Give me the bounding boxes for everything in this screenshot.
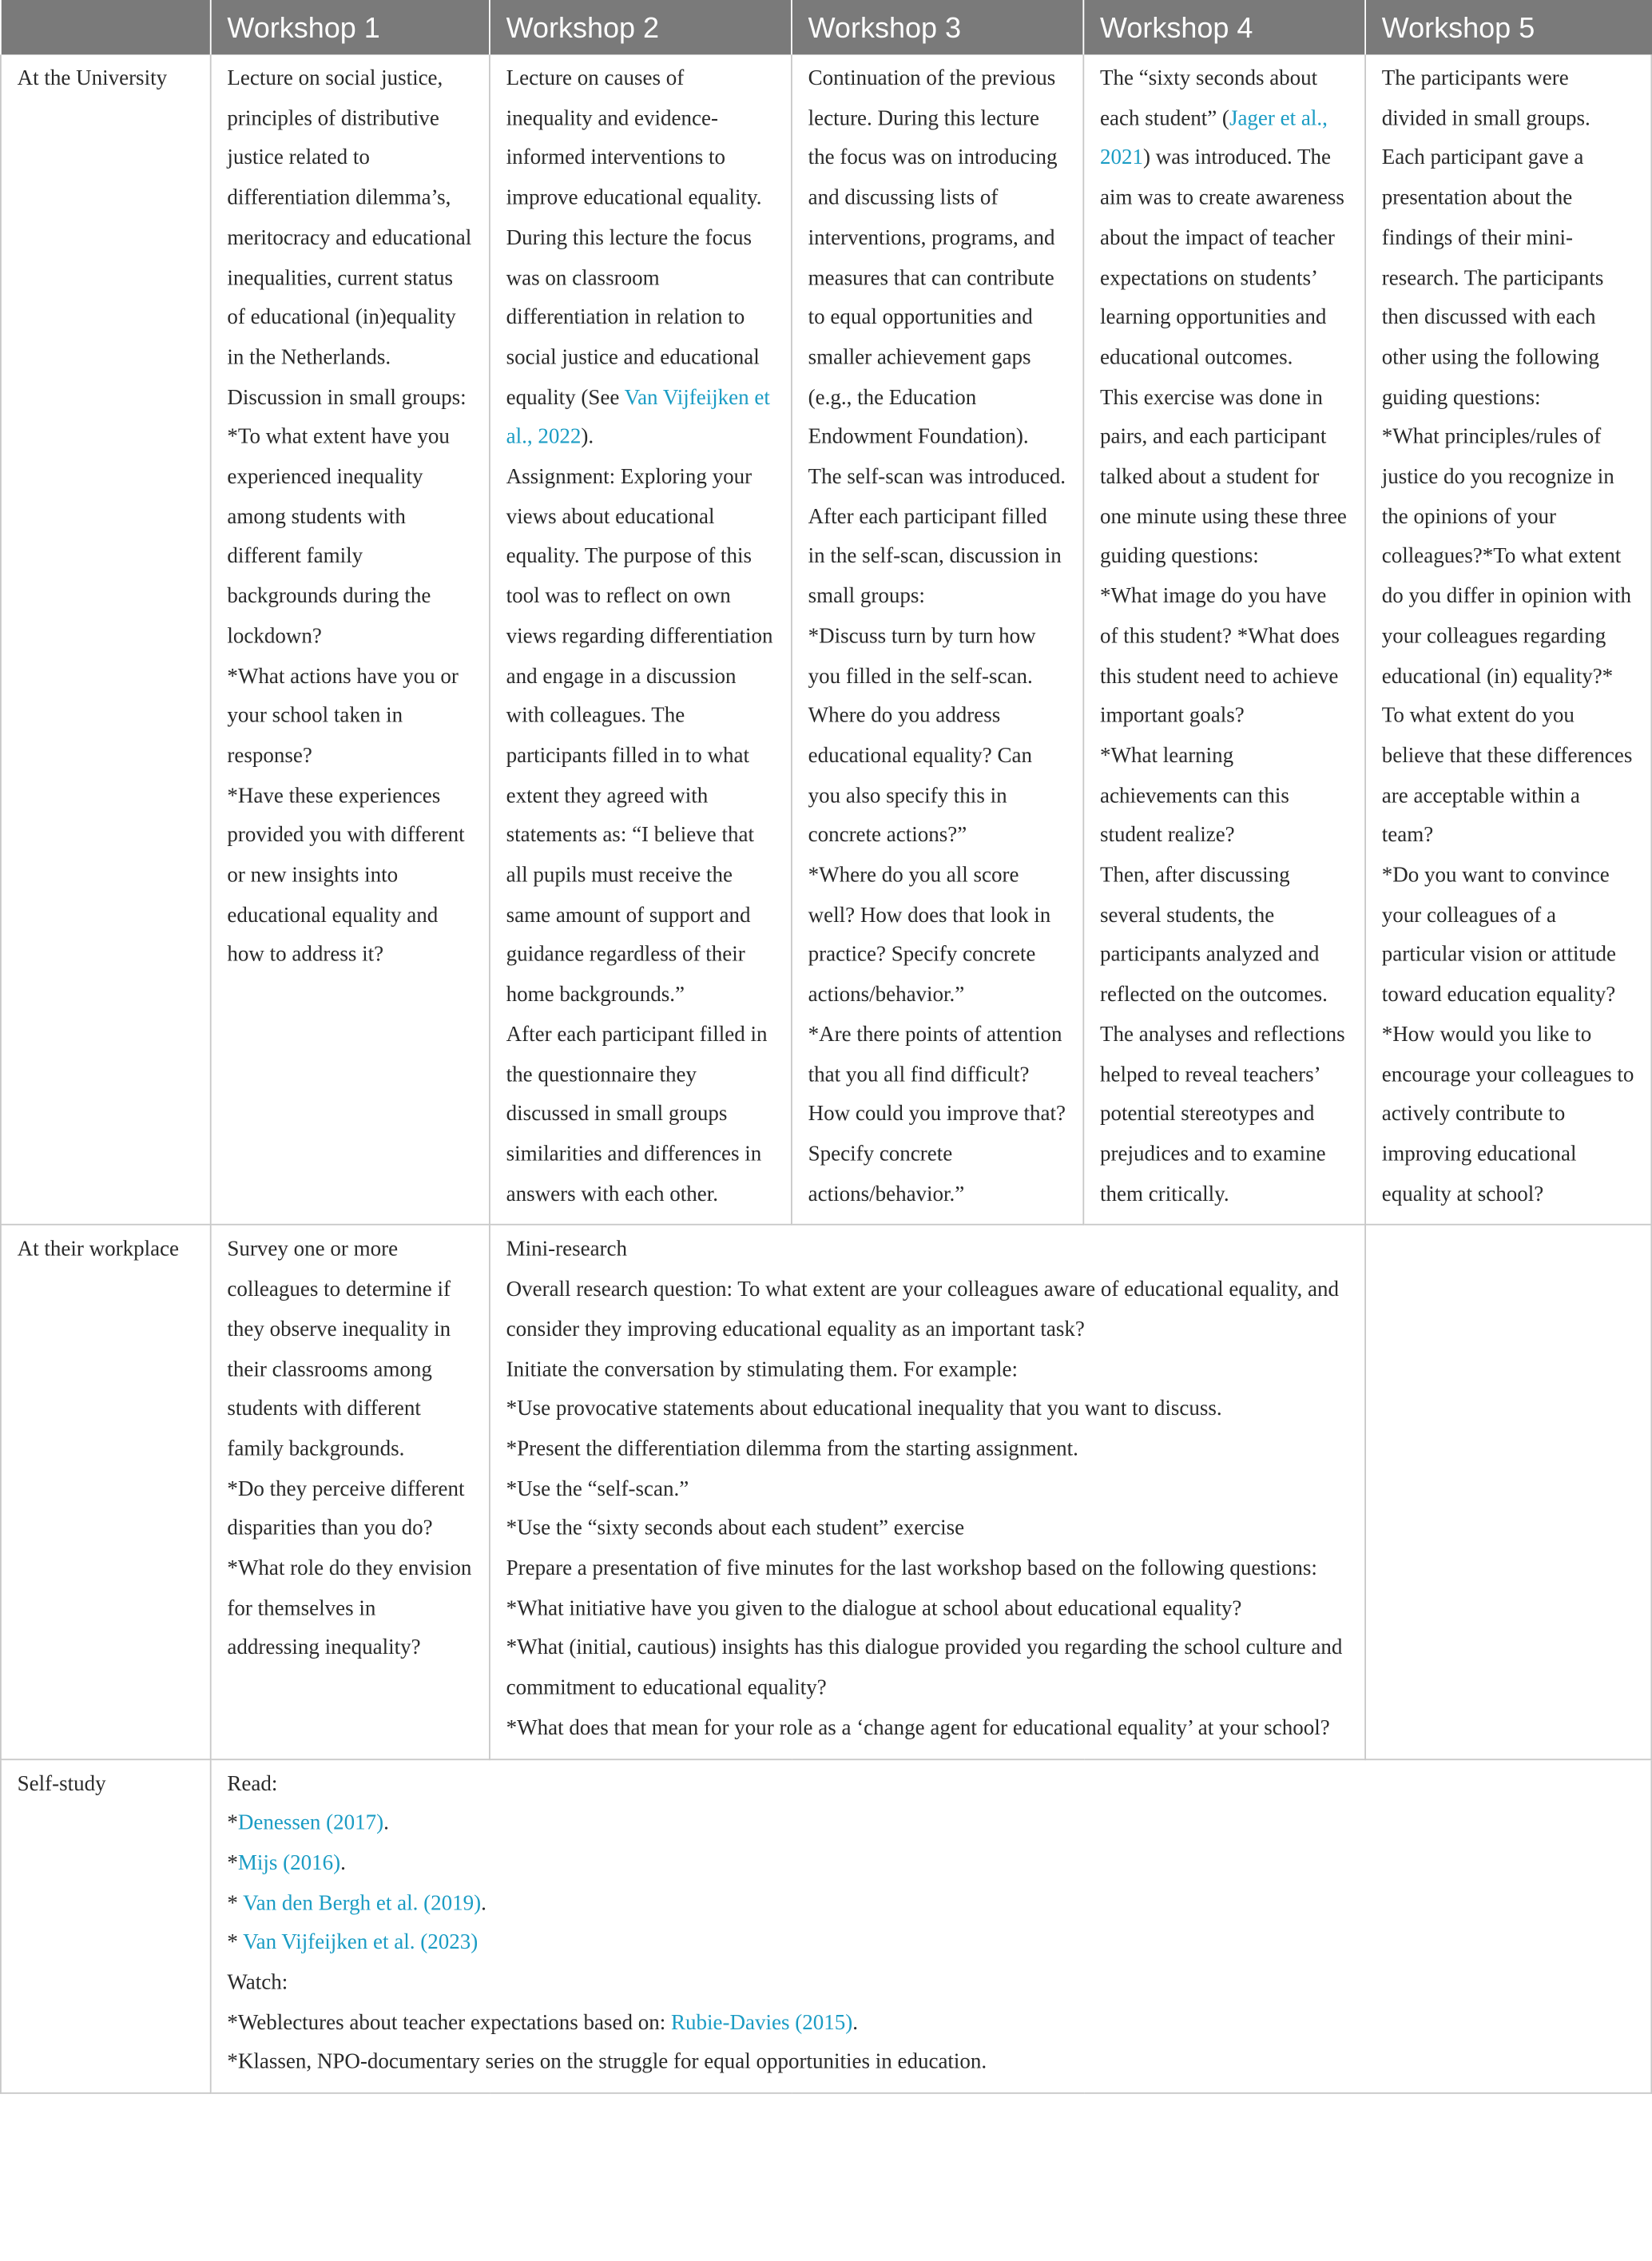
paragraph: Prepare a presentation of five minutes for the last workshop based on the following questions: (506, 1557, 1317, 1581)
question: *To what extent have you experienced inequality among students with different family backgrounds during the lockdown? (227, 426, 450, 649)
row-label-university: At the University (1, 54, 211, 1225)
citation-link[interactable]: Rubie-Davies (2015) (671, 2011, 853, 2035)
read-label: Read: (227, 1772, 278, 1796)
text-segment: . (852, 2011, 858, 2035)
paragraph: Then, after discussing several students, the participants analyzed and reflected on the outcomes. The analyses and reflections helped to reveal teachers’ potential stereotypes and prejudices and to examine them critically. (1100, 864, 1345, 1206)
header-workshop-5: Workshop 5 (1365, 0, 1651, 54)
row-university (1, 54, 1651, 1225)
reading-item (227, 1845, 1634, 1885)
citation-link[interactable]: Jager et al., 2021 (1100, 107, 1328, 171)
cell-university-workshop-3 (792, 54, 1083, 1225)
question: *What image do you have of this student? *What does this student need to achieve important goals? (1100, 585, 1340, 729)
text-segment: The “sixty seconds about each student” ( (1100, 67, 1318, 131)
citation-link[interactable]: Denessen (2017) (237, 1812, 384, 1836)
bullet-marker: * (227, 1852, 238, 1876)
citation-link[interactable]: Mijs (2016) (237, 1852, 341, 1876)
watch-item (227, 2005, 1634, 2044)
paragraph: Assignment: Exploring your views about educational equality. The purpose of this tool was to reflect on own views regarding differentiation and engage in a discussion with colleagues. The participants filled in to what extent they agreed with statements as: “I believe that all pupils must receive the same amount of support and guidance regardless of their home backgrounds.” (506, 466, 773, 1007)
list-item: *Use provocative statements about educational inequality that you want to discuss. (506, 1397, 1222, 1421)
paragraph: Initiate the conversation by stimulating them. For example: (506, 1358, 1018, 1381)
paragraph: This exercise was done in pairs, and each participant talked about a student for one minute using these three guiding questions: (1100, 386, 1347, 569)
reading-item (227, 1885, 1634, 1925)
row-label-self-study: Self-study (1, 1758, 211, 2093)
row-label-workplace: At their workplace (1, 1225, 211, 1758)
citation-link[interactable]: Van Vijfeijken et al. (2023) (243, 1932, 479, 1955)
paragraph: Lecture on social justice, principles of distributive justice related to differentiation dilemma’s, meritocracy and educational inequalities, current status of educational (in)equality in the Netherlands. (227, 67, 472, 370)
question: *What (initial, cautious) insights has this dialogue provided you regarding the school culture and commitment to educational equality? (506, 1637, 1343, 1700)
question: *Have these experiences provided you with different or new insights into educational equality and how to address it? (227, 785, 465, 968)
bullet-marker: * (227, 1932, 244, 1955)
citation-link[interactable]: Van Vijfeijken et al., 2022 (506, 386, 770, 450)
text-segment: . (383, 1812, 389, 1836)
text-segment: . (340, 1852, 346, 1876)
question: *What does that mean for your role as a ‘change agent for educational equality’ at your school? (506, 1716, 1330, 1740)
header-workshop-4: Workshop 4 (1083, 0, 1365, 54)
list-item: *Use the “sixty seconds about each student” exercise (506, 1517, 965, 1541)
text-segment: Lecture on causes of inequality and evidence-informed interventions to improve educational equality. During this lecture the focus was on classroom differentiation in relation to social justice and educational equality (See (506, 67, 762, 410)
question: *How would you like to encourage your colleagues to actively contribute to improving educational equality at school? (1381, 1023, 1634, 1206)
question: *Do you want to convince your colleagues of a particular vision or attitude toward education equality? (1381, 864, 1616, 1007)
text-segment: ) was introduced. The aim was to create awareness about the impact of teacher expectations on students’ learning opportunities and educational outcomes. (1100, 147, 1344, 370)
header-workshop-1: Workshop 1 (211, 0, 490, 54)
list-item: *Present the differentiation dilemma from the starting assignment. (506, 1437, 1078, 1461)
reading-item (227, 1805, 1634, 1845)
paragraph: Survey one or more colleagues to determine if they observe inequality in their classrooms among students with different family backgrounds. (227, 1238, 451, 1461)
header-row (1, 0, 1651, 54)
question: *What learning achievements can this student realize? (1100, 745, 1289, 848)
question: *What actions have you or your school taken in response? (227, 665, 459, 769)
bullet-marker: * (227, 1812, 238, 1836)
cell-university-workshop-2 (490, 54, 792, 1225)
bullet-marker: * (227, 1892, 244, 1915)
reading-item (227, 1925, 1634, 1965)
citation-link[interactable]: Van den Bergh et al. (2019) (243, 1892, 482, 1915)
paragraph: The participants were divided in small groups. Each participant gave a presentation about the findings of their mini-research. The participants then discussed with each other using the following guiding questions: (1381, 67, 1604, 410)
list-item: *Use the “self-scan.” (506, 1477, 689, 1501)
text-segment: ). (581, 426, 594, 450)
question: *Are there points of attention that you all find difficult? How could you improve that? Specify concrete actions/behavior.” (808, 1023, 1066, 1206)
paragraph (1100, 61, 1348, 379)
header-workshop-2: Workshop 2 (490, 0, 792, 54)
header-empty (1, 0, 211, 54)
cell-university-workshop-5 (1365, 54, 1651, 1225)
question: *Where do you all score well? How does that look in practice? Specify concrete actions/behavior.” (808, 864, 1051, 1007)
cell-self-study (211, 1758, 1652, 2093)
question: *What principles/rules of justice do you recognize in the opinions of your colleagues?*To what extent do you differ in opinion with your colleagues regarding educational (in) equality?* To what extent do you believe that these differences are acceptable within a team? (1381, 426, 1633, 848)
paragraph: After each participant filled in the self-scan, discussion in small groups: (808, 506, 1062, 609)
paragraph: After each participant filled in the questionnaire they discussed in small groups similarities and differences in answers with each other. (506, 1023, 768, 1206)
question: *What initiative have you given to the dialogue at school about educational equality? (506, 1597, 1242, 1621)
cell-workplace-workshop-1 (211, 1225, 490, 1758)
watch-label: Watch: (227, 1971, 288, 1995)
question: *Discuss turn by turn how you filled in the self-scan. Where do you address educational equality? Can you also specify this in concrete actions?” (808, 625, 1036, 848)
text-segment: *Weblectures about teacher expectations based on: (227, 2011, 672, 2035)
paragraph: Mini-research (506, 1238, 628, 1262)
question: *Do they perceive different disparities than you do? *What role do they envision for themselves in addressing inequality? (227, 1477, 472, 1660)
cell-workplace-workshop-2-4 (490, 1225, 1365, 1758)
cell-workplace-workshop-5 (1365, 1225, 1651, 1758)
row-self-study (1, 1758, 1651, 2093)
header-workshop-3: Workshop 3 (792, 0, 1083, 54)
paragraph (506, 61, 776, 459)
cell-university-workshop-1 (211, 54, 490, 1225)
watch-item: *Klassen, NPO-documentary series on the struggle for equal opportunities in education. (227, 2051, 987, 2075)
paragraph: Overall research question: To what extent are your colleagues aware of educational equality, and consider they improving educational equality as an important task? (506, 1278, 1340, 1342)
paragraph: Continuation of the previous lecture. During this lecture the focus was on introducing and discussing lists of interventions, programs, and measures that can contribute to equal opportunities and smaller achievement gaps (e.g., the Education Endowment Foundation). The self-scan was introduced. (808, 67, 1066, 490)
row-workplace (1, 1225, 1651, 1758)
paragraph: Discussion in small groups: (227, 386, 467, 410)
text-segment: . (481, 1892, 486, 1915)
cell-university-workshop-4 (1083, 54, 1365, 1225)
